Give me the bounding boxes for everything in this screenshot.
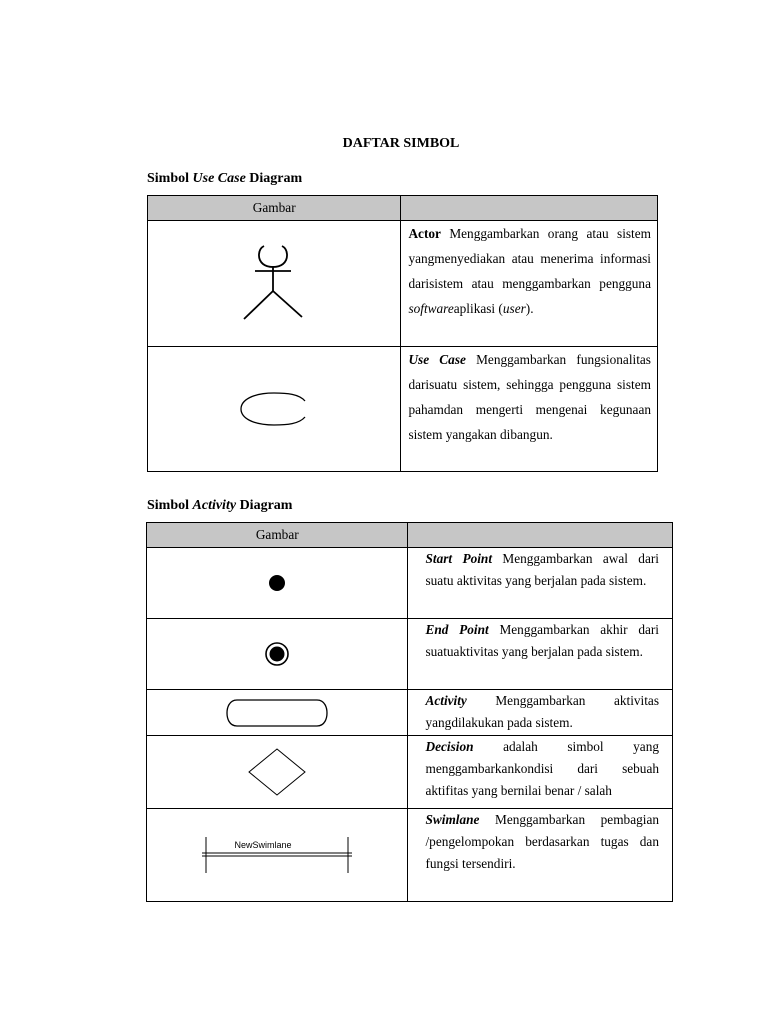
end-point-image-cell — [147, 619, 408, 690]
table-row — [148, 221, 658, 347]
swimlane-icon-label: NewSwimlane — [234, 840, 292, 850]
decision-icon — [247, 747, 307, 797]
start-point-icon — [266, 572, 288, 594]
activity-table — [146, 522, 673, 902]
activity-icon — [225, 698, 329, 728]
column-header-gambar: Gambar — [147, 523, 408, 548]
activity-section-title: Simbol Activity Diagram — [147, 498, 293, 513]
page-title: DAFTAR SIMBOL — [342, 136, 460, 151]
column-header-description — [408, 523, 673, 548]
use-case-section-title: Simbol Use Case Diagram — [147, 171, 303, 186]
actor-image-cell — [148, 221, 401, 347]
actor-description: Actor Menggambarkan orang atau sistem yangmenyediakan atau menerima informasi darisistem atau menggambarkan pengguna softwareaplikasi (user). — [401, 221, 658, 347]
start-point-description: Start Point Menggambarkan awal dari suatu aktivitas yang berjalan pada sistem. — [408, 548, 673, 619]
end-point-icon — [264, 641, 290, 667]
column-header-description — [401, 196, 658, 221]
table-row — [147, 736, 673, 809]
decision-image-cell — [147, 736, 408, 809]
table-row — [147, 619, 673, 690]
use-case-table — [147, 195, 658, 472]
table-row — [147, 809, 673, 902]
column-header-gambar: Gambar — [148, 196, 401, 221]
activity-description: Activity Menggambarkan aktivitas yangdilakukan pada sistem. — [408, 690, 673, 736]
use-case-description: Use Case Menggambarkan fungsionalitas darisuatu sistem, sehingga pengguna sistem pahamdan mengerti mengenai kegunaan sistem yangakan dibangun. — [401, 347, 658, 472]
table-row — [148, 347, 658, 472]
activity-image-cell — [147, 690, 408, 736]
actor-icon — [242, 243, 306, 325]
use-case-ellipse-icon — [239, 391, 309, 427]
swimlane-image-cell — [147, 809, 408, 902]
table-row — [147, 548, 673, 619]
end-point-description: End Point Menggambarkan akhir dari suatuaktivitas yang berjalan pada sistem. — [408, 619, 673, 690]
swimlane-description: Swimlane Menggambarkan pembagian /pengelompokan berdasarkan tugas dan fungsi tersendiri. — [408, 809, 673, 902]
use-case-image-cell — [148, 347, 401, 472]
decision-description: Decision adalah simbol yang menggambarkankondisi dari sebuah aktifitas yang bernilai benar / salah — [408, 736, 673, 809]
start-point-image-cell — [147, 548, 408, 619]
table-row — [147, 690, 673, 736]
swimlane-icon — [201, 836, 353, 874]
